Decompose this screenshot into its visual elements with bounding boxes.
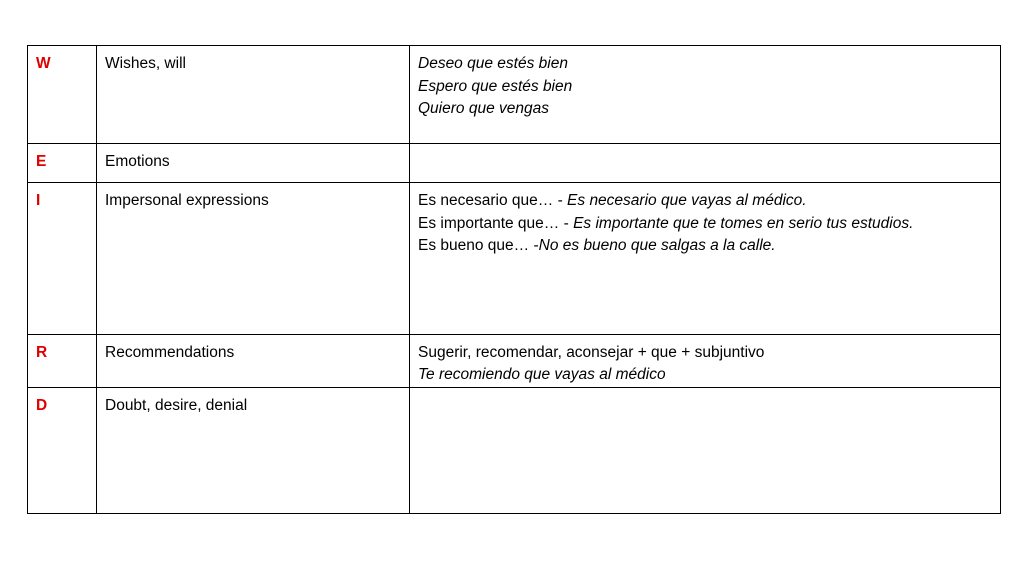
meaning-cell: [97, 334, 410, 387]
example-line: [418, 364, 992, 387]
meaning-cell: [97, 144, 410, 183]
examples-cell: [410, 46, 1001, 144]
examples-cell: [410, 387, 1001, 513]
table-row-e: [28, 144, 1001, 183]
examples-cell: [410, 334, 1001, 387]
example-italic: Te recomiendo que vayas al médico: [418, 366, 666, 384]
table-row-d: [28, 387, 1001, 513]
example-line: [418, 98, 992, 121]
letter-cell: [28, 144, 97, 183]
table-row-w: [28, 46, 1001, 144]
table-row-i: [28, 183, 1001, 334]
examples-cell: [410, 183, 1001, 334]
example-plain: Es necesario que… -: [418, 192, 568, 210]
example-plain: Sugerir, recomendar, aconsejar + que + subjuntivo: [418, 343, 765, 361]
category-label: Doubt, desire, denial: [105, 396, 248, 414]
example-line: [418, 235, 992, 258]
example-plain: Es importante que… -: [418, 214, 574, 232]
acronym-letter: D: [36, 396, 48, 414]
example-line: [418, 342, 992, 365]
example-italic: Es necesario que vayas al médico.: [567, 192, 807, 210]
category-label: Recommendations: [105, 343, 235, 361]
meaning-cell: [97, 46, 410, 144]
example-plain: Es bueno que… -: [418, 237, 539, 255]
weird-acronym-table: [27, 45, 1001, 514]
example-italic: Deseo que estés bien: [418, 55, 568, 72]
acronym-letter: R: [36, 343, 48, 361]
letter-cell: [28, 183, 97, 334]
meaning-cell: [97, 387, 410, 513]
example-line: [418, 76, 992, 99]
meaning-cell: [97, 183, 410, 334]
acronym-letter: E: [36, 153, 47, 171]
examples-cell: [410, 144, 1001, 183]
letter-cell: [28, 387, 97, 513]
example-italic: Es importante que te tomes en serio tus estudios.: [573, 214, 914, 232]
example-line: [418, 53, 992, 76]
acronym-letter: I: [36, 192, 41, 210]
category-label: Impersonal expressions: [105, 192, 269, 210]
example-italic: Espero que estés bien: [418, 77, 573, 95]
letter-cell: [28, 46, 97, 144]
acronym-letter: W: [36, 55, 51, 72]
example-italic: No es bueno que salgas a la calle.: [538, 237, 776, 255]
category-label: Emotions: [105, 153, 170, 171]
example-line: [418, 213, 992, 236]
table-row-r: [28, 334, 1001, 387]
category-label: Wishes, will: [105, 55, 186, 72]
letter-cell: [28, 334, 97, 387]
example-italic: Quiero que vengas: [418, 100, 549, 117]
example-line: [418, 190, 992, 213]
